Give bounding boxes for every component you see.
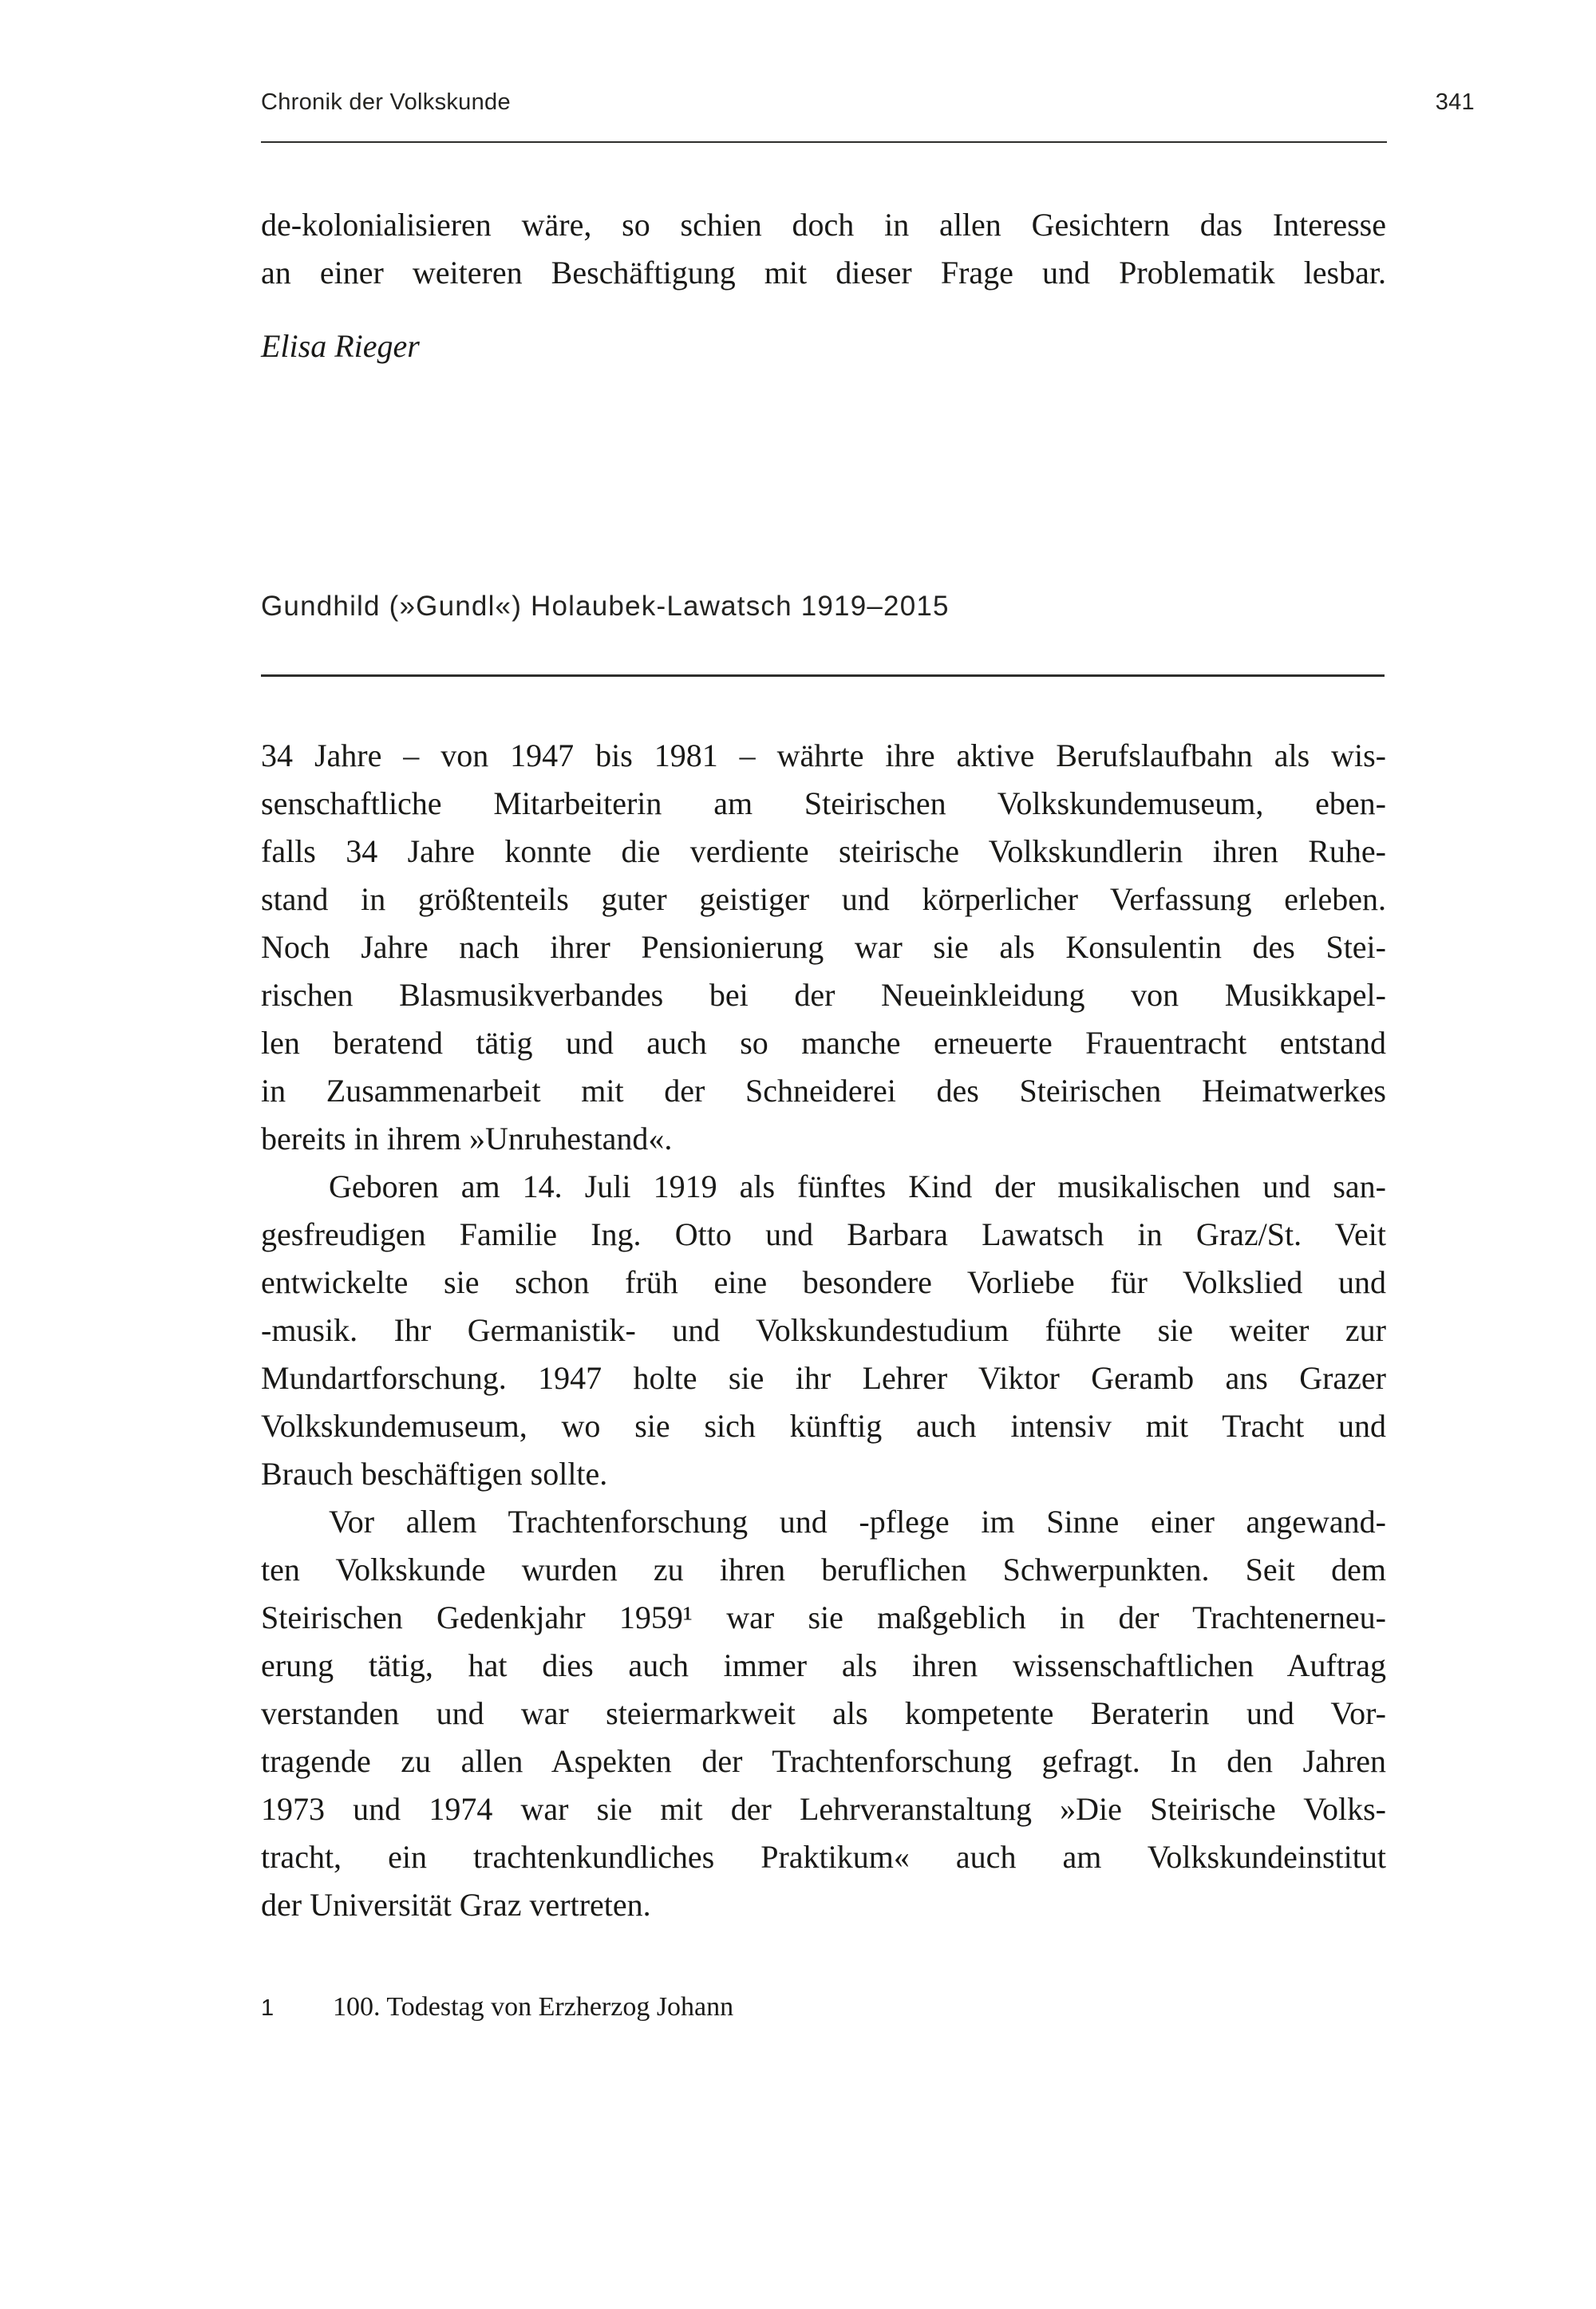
page-number: 341 (1435, 89, 1475, 115)
text-line: Vor allem Trachtenforschung und -pflege im Sinne einer angewand- (329, 1504, 1386, 1540)
text-line: in Zusammenarbeit mit der Schneiderei des Steirischen Heimatwerkes (261, 1073, 1386, 1109)
text-line: tragende zu allen Aspekten der Trachtenforschung gefragt. In den Jahren (261, 1743, 1386, 1779)
intro-paragraph (261, 201, 1386, 297)
text-line: gesfreudigen Familie Ing. Otto und Barbara Lawatsch in Graz/St. Veit (261, 1216, 1386, 1252)
text-line: ten Volkskunde wurden zu ihren beruflichen Schwerpunkten. Seit dem (261, 1552, 1386, 1587)
text-line: len beratend tätig und auch so manche erneuerte Frauentracht entstand (261, 1025, 1386, 1061)
text-line: verstanden und war steiermarkweit als kompetente Beraterin und Vor- (261, 1695, 1386, 1731)
text-line: senschaftliche Mitarbeiterin am Steirischen Volkskundemuseum, eben- (261, 785, 1386, 821)
text-line: entwickelte sie schon früh eine besondere Vorliebe für Volkslied und (261, 1264, 1386, 1300)
header-rule (261, 141, 1387, 143)
text-line: Brauch beschäftigen sollte. (261, 1456, 608, 1492)
text-line: 34 Jahre – von 1947 bis 1981 – währte ihre aktive Berufslaufbahn als wis- (261, 737, 1386, 773)
footnote (261, 1991, 1386, 2025)
text-line: Steirischen Gedenkjahr 1959¹ war sie maßgeblich in der Trachtenerneu- (261, 1599, 1386, 1635)
text-line: de-kolonialisieren wäre, so schien doch in allen Gesichtern das Interesse (261, 207, 1386, 243)
text-line: Noch Jahre nach ihrer Pensionierung war sie als Konsulentin des Stei- (261, 929, 1386, 965)
text-line: falls 34 Jahre konnte die verdiente steirische Volkskundlerin ihren Ruhe- (261, 833, 1386, 869)
section-heading: Gundhild (»Gundl«) Holaubek-Lawatsch 1919–2015 (261, 591, 950, 622)
body-paragraph (261, 1163, 1386, 1498)
page-header (261, 89, 1475, 116)
text-line: 1973 und 1974 war sie mit der Lehrveranstaltung »Die Steirische Volks- (261, 1791, 1386, 1827)
running-head-title: Chronik der Volkskunde (261, 89, 511, 115)
footnote-marker: 1 (261, 1995, 275, 2021)
text-line: Mundartforschung. 1947 holte sie ihr Lehrer Viktor Geramb ans Grazer (261, 1360, 1386, 1396)
text-line: stand in größtenteils guter geistiger und körperlicher Verfassung erleben. (261, 881, 1386, 917)
heading-rule (261, 674, 1385, 677)
body-paragraph (261, 732, 1386, 1163)
text-line: rischen Blasmusikverbandes bei der Neueinkleidung von Musikkapel- (261, 977, 1386, 1013)
footnote-text: 100. Todestag von Erzherzog Johann (333, 1992, 734, 2022)
body-paragraph (261, 1498, 1386, 1929)
author-name: Elisa Rieger (261, 328, 420, 364)
text-line: der Universität Graz vertreten. (261, 1887, 651, 1923)
text-line: Geboren am 14. Juli 1919 als fünftes Kind der musikalischen und san- (329, 1168, 1386, 1204)
text-line: an einer weiteren Beschäftigung mit dieser Frage und Problematik lesbar. (261, 255, 1386, 291)
text-line: Volkskundemuseum, wo sie sich künftig auch intensiv mit Tracht und (261, 1408, 1386, 1444)
text-line: erung tätig, hat dies auch immer als ihren wissenschaftlichen Auftrag (261, 1647, 1386, 1683)
text-line: -musik. Ihr Germanistik- und Volkskundestudium führte sie weiter zur (261, 1312, 1386, 1348)
text-line: tracht, ein trachtenkundliches Praktikum« auch am Volkskundeinstitut (261, 1839, 1386, 1875)
text-line: bereits in ihrem »Unruhestand«. (261, 1121, 673, 1156)
body-text (261, 732, 1386, 1929)
